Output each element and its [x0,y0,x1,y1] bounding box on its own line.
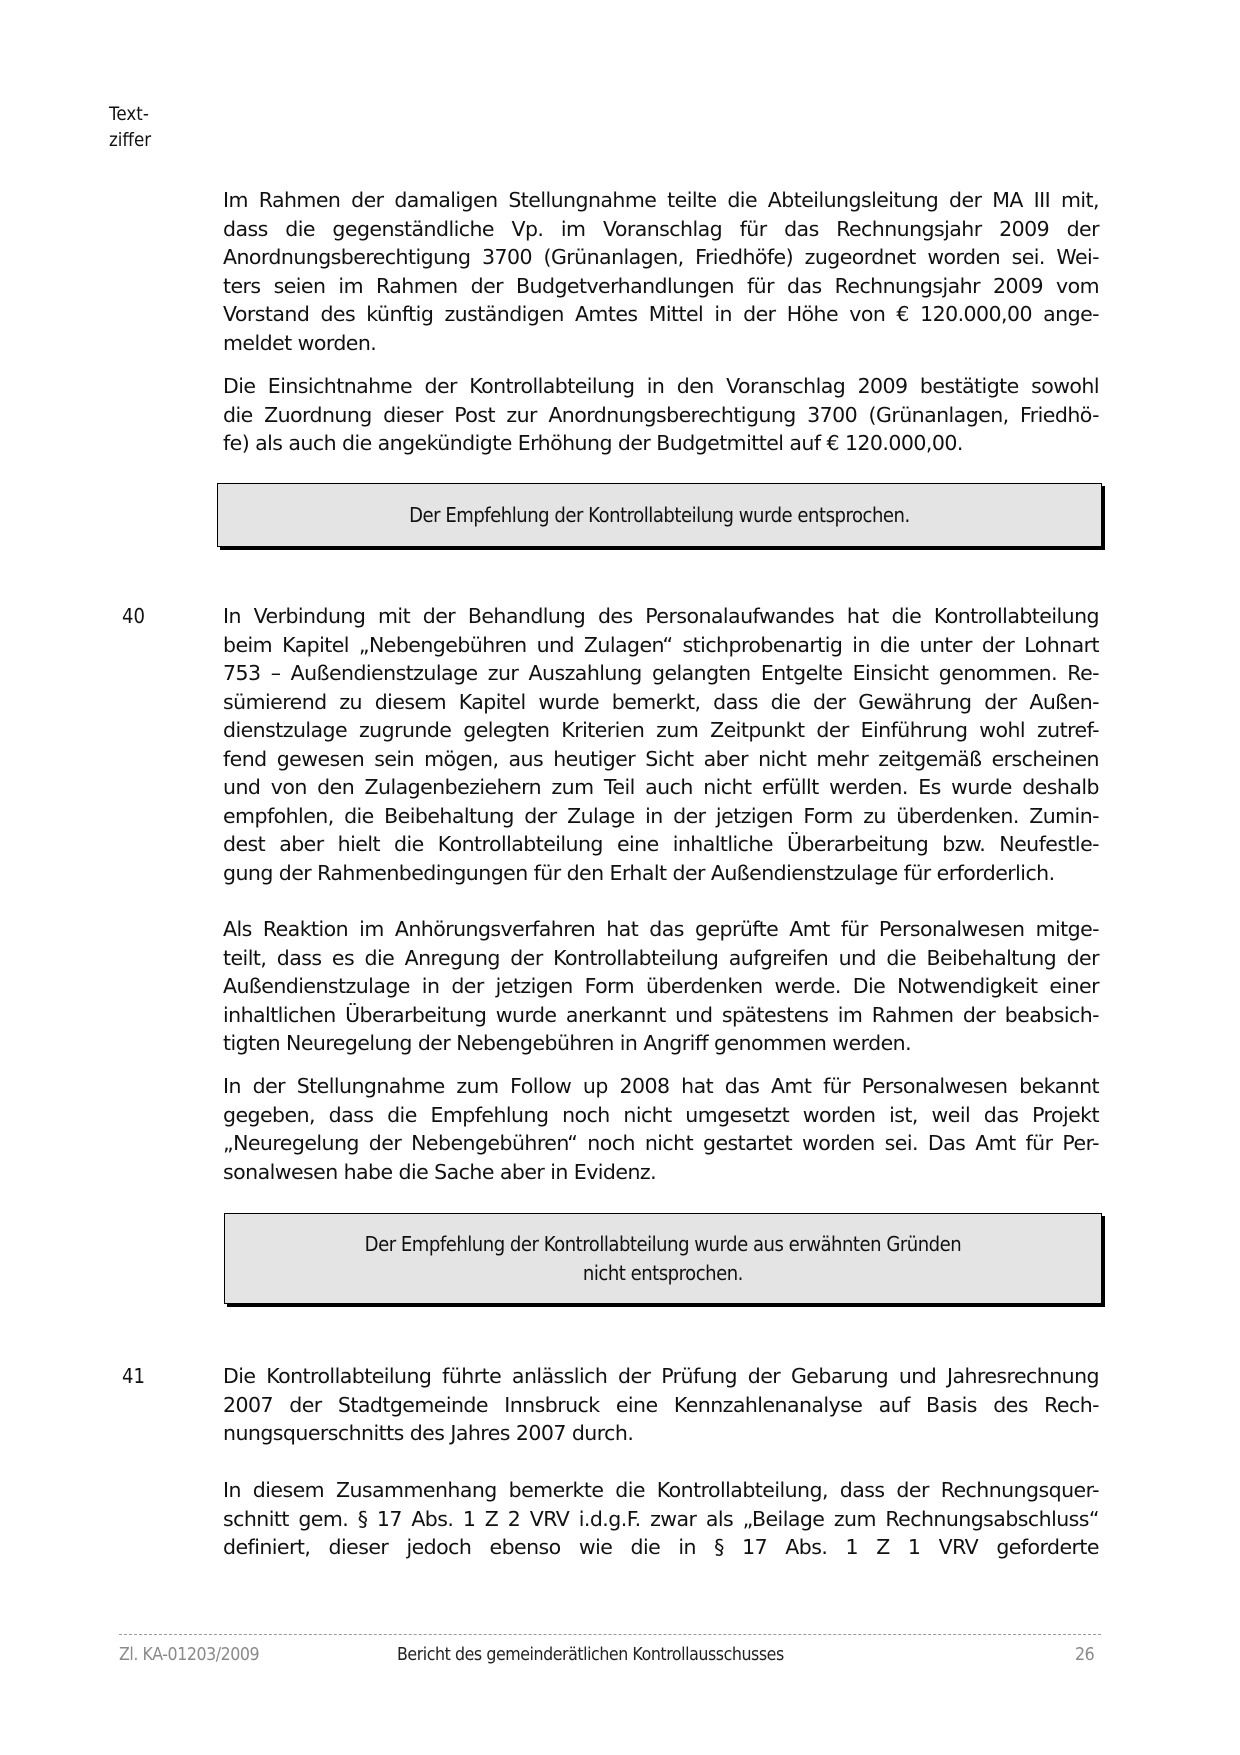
text-line: dest aber hielt die Kontrollabteilung eine inhaltliche Überarbeitung bzw. Neufestle- [223,832,1099,856]
text-line: empfohlen, die Beibehaltung der Zulage in der jetzigen Form zu überdenken. Zumin- [223,803,1099,828]
text-line: Als Reaktion im Anhörungsverfahren hat das geprüfte Amt für Personalwesen mitge- [223,917,1099,941]
text-line: dienstzulage zugrunde gelegten Kriterien zum Zeitpunkt der Einführung wohl zutref- [223,718,1099,742]
text-line: gung der Rahmenbedingungen für den Erhalt der Außendienstzulage für erforderlich. [223,860,1055,885]
text-line: Die Einsichtnahme der Kontrollabteilung in den Voranschlag 2009 bestätigte sowohl [223,374,1099,398]
text-line: und von den Zulagenbeziehern zum Teil auch nicht erfüllt werden. Es wurde deshalb [223,775,1099,799]
margin-label-line-1: Text- [109,103,149,125]
paragraph [223,186,1099,357]
result-box-entsprochen [217,483,1102,547]
margin-label-textziffer [109,101,157,153]
paragraph [223,1362,1099,1448]
text-line: teilt, dass es die Anregung der Kontrollabteilung aufgreifen und die Beibehaltung der [223,945,1099,970]
text-line: gegeben, dass die Empfehlung noch nicht umgesetzt worden ist, weil das Projekt [223,1102,1099,1127]
footer-reference: Zl. KA-01203/2009 [119,1644,260,1665]
text-line: 2007 der Stadtgemeinde Innsbruck eine Kennzahlenanalyse auf Basis des Rech- [223,1392,1099,1417]
result-box-line: Der Empfehlung der Kontrollabteilung wurde entsprochen. [409,502,910,527]
text-line: Anordnungsberechtigung 3700 (Grünanlagen, Friedhöfe) zugeordnet worden sei. Wei- [223,245,1099,269]
textziffer-number: 41 [122,1364,145,1388]
text-line: In Verbindung mit der Behandlung des Personalaufwandes hat die Kontrollabteilung [223,604,1099,628]
text-line: Die Kontrollabteilung führte anlässlich der Prüfung der Gebarung und Jahresrechnung [223,1364,1099,1388]
text-line: die Zuordnung dieser Post zur Anordnungsberechtigung 3700 (Grünanlagen, Friedhö- [223,402,1099,427]
paragraph [223,1476,1099,1562]
text-line: ters seien im Rahmen der Budgetverhandlungen für das Rechnungsjahr 2009 vom [223,273,1099,298]
text-line: beim Kapitel „Nebengebühren und Zulagen“ stichprobenartig in die unter der Lohnart [223,632,1099,657]
text-line: In der Stellungnahme zum Follow up 2008 hat das Amt für Personalwesen bekannt [223,1074,1099,1098]
result-box-line: nicht entsprochen. [582,1260,744,1285]
text-line: 753 – Außendienstzulage zur Auszahlung gelangten Entgelte Einsicht genommen. Re- [223,661,1099,685]
margin-label-line-2: ziffer [109,129,152,151]
text-line: fend gewesen sein mögen, aus heutiger Sicht aber nicht mehr zeitgemäß erscheinen [223,746,1099,771]
result-box-nicht-entsprochen [224,1213,1102,1304]
text-line: Vorstand des künftig zuständigen Amtes Mittel in der Höhe von € 120.000,00 ange- [223,302,1099,326]
text-line: tigten Neuregelung der Nebengebühren in Angriff genommen werden. [223,1031,912,1055]
text-line: nungsquerschnitts des Jahres 2007 durch. [223,1421,634,1445]
paragraph [223,915,1099,1058]
paragraph [223,602,1099,887]
textziffer-number: 40 [122,604,145,628]
paragraph [223,1072,1099,1186]
text-line: Außendienstzulage in der jetzigen Form überdenken werde. Die Notwendigkeit einer [223,974,1099,998]
result-box-line: Der Empfehlung der Kontrollabteilung wurde aus erwähnten Gründen [364,1232,962,1256]
text-line: dass die gegenständliche Vp. im Voranschlag für das Rechnungsjahr 2009 der [223,216,1099,241]
paragraph [223,372,1099,458]
text-line: schnitt gem. § 17 Abs. 1 Z 2 VRV i.d.g.F. zwar als „Beilage zum Rechnungsabschluss“ [223,1506,1099,1531]
text-line: sonalwesen habe die Sache aber in Evidenz. [223,1159,657,1184]
text-line: In diesem Zusammenhang bemerkte die Kontrollabteilung, dass der Rechnungsquer- [223,1478,1099,1502]
text-line: meldet worden. [223,330,377,355]
footer-divider [119,1634,1101,1635]
footer-title: Bericht des gemeinderätlichen Kontrollausschusses [397,1644,784,1665]
text-line: sümierend zu diesem Kapitel wurde bemerkt, dass die der Gewährung der Außen- [223,689,1099,714]
text-line: Im Rahmen der damaligen Stellungnahme teilte die Abteilungsleitung der MA III mit, [223,188,1099,212]
text-line: „Neuregelung der Nebengebühren“ noch nicht gestartet worden sei. Das Amt für Per- [223,1131,1099,1155]
text-line: definiert, dieser jedoch ebenso wie die in § 17 Abs. 1 Z 1 VRV geforderte [223,1535,1099,1559]
page-number: 26 [1075,1644,1095,1665]
text-line: inhaltlichen Überarbeitung wurde anerkannt und spätestens im Rahmen der beabsich- [223,1002,1099,1027]
text-line: fe) als auch die angekündigte Erhöhung der Budgetmittel auf € 120.000,00. [223,431,963,455]
